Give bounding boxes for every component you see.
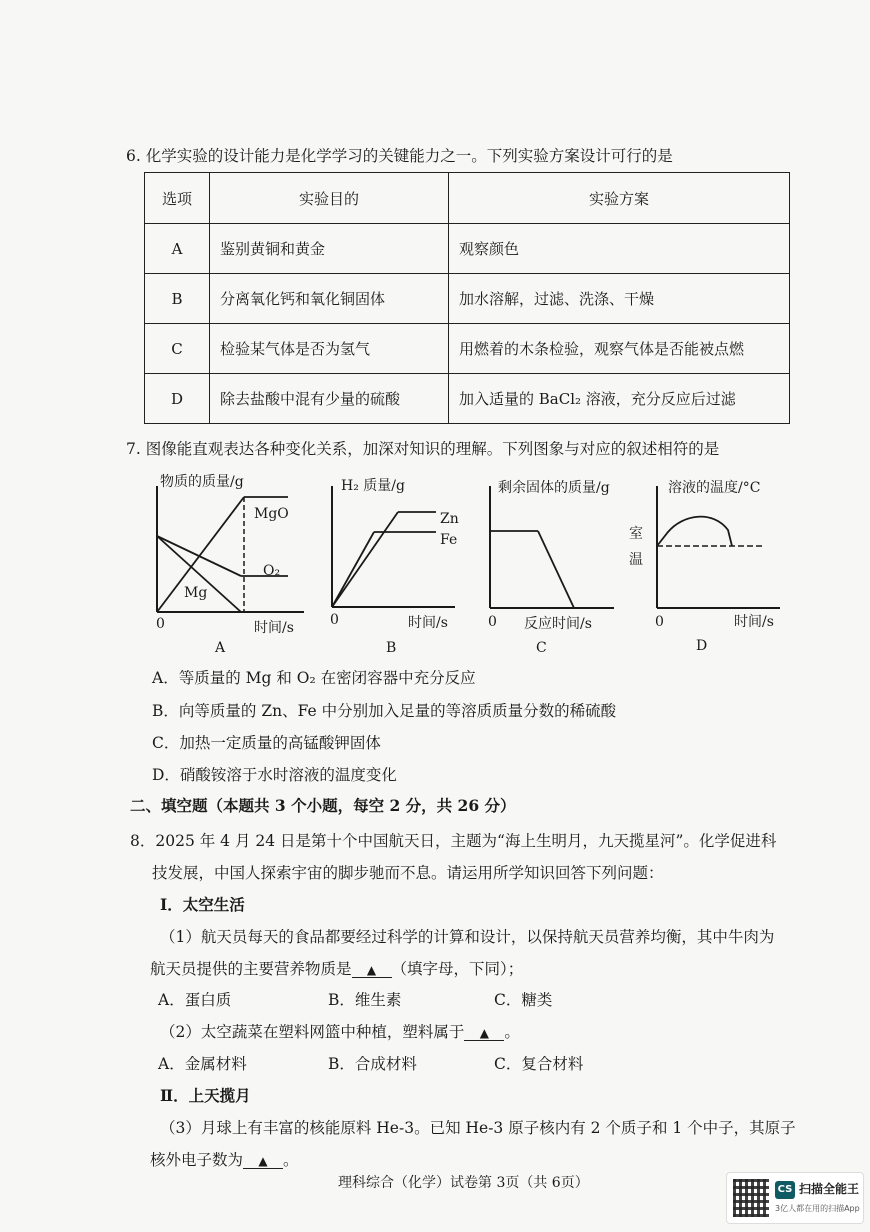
q8-sub3-line-1: （3）月球上有丰富的核能原料 He-3。已知 He-3 原子核内有 2 个质子和 1 个中子，其原子 (160, 1119, 796, 1137)
answer-blank-1[interactable]: ▲ (352, 963, 392, 978)
q8-sub3-text-b: 。 (283, 1151, 299, 1169)
row-purpose: 检验某气体是否为氢气 (210, 324, 449, 374)
graph-c-ylabel: 剩余固体的质量/g (498, 480, 610, 496)
graph-a-label-o2: O₂ (263, 563, 281, 579)
q8-sub1-line-1: （1）航天员每天的食品都要经过科学的计算和设计，以保持航天员营养均衡，其中牛肉为 (160, 928, 775, 946)
table-header-row (145, 173, 790, 224)
badge-subtitle: 3亿人都在用的扫描App (775, 1204, 860, 1213)
table-row (145, 224, 790, 274)
q8-part-2-title: Ⅱ．上天揽月 (160, 1086, 251, 1105)
table-row (145, 374, 790, 424)
q8-sub1-text-b: （填字母，下同）； (391, 960, 524, 978)
q8-sub2-text-b: 。 (504, 1023, 520, 1041)
graph-a-ylabel: 物质的质量/g (160, 474, 244, 490)
q7-choice-a: A．等质量的 Mg 和 O₂ 在密闭容器中充分反应 (152, 669, 476, 687)
q8-sub1-line-2 (150, 957, 523, 979)
graph-c-xlabel: 反应时间/s (524, 616, 592, 632)
graph-d-xlabel: 时间/s (734, 614, 774, 630)
graph-b-zn-line (332, 512, 398, 607)
graph-c-drop-line (538, 531, 574, 608)
q8-sub1-opt-c: C．糖类 (494, 991, 553, 1009)
graph-b-caption: B (386, 640, 397, 656)
q8-sub2-opt-c: C．复合材料 (494, 1055, 584, 1073)
graph-d-room-2: 温 (629, 552, 643, 568)
row-option: D (145, 374, 210, 424)
row-purpose: 除去盐酸中混有少量的硫酸 (210, 374, 449, 424)
row-plan: 观察颜色 (449, 224, 790, 274)
qr-code-icon (733, 1179, 769, 1217)
q7-choice-d: D．硝酸铵溶于水时溶液的温度变化 (152, 766, 397, 784)
graph-d (628, 468, 793, 658)
answer-blank-2[interactable]: ▲ (464, 1026, 504, 1041)
graph-b-label-zn: Zn (440, 511, 459, 527)
q8-sub1-opt-b: B．维生素 (328, 991, 402, 1009)
answer-blank-3[interactable]: ▲ (243, 1154, 283, 1169)
graph-d-ylabel: 溶液的温度/°C (668, 480, 761, 496)
q8-part-1-title: Ⅰ．太空生活 (160, 895, 245, 914)
graph-b-fe-line (332, 532, 374, 607)
graph-b-xlabel: 时间/s (408, 615, 448, 631)
graph-b-origin: 0 (330, 612, 339, 628)
header-option: 选项 (145, 173, 210, 224)
q8-sub2-text-a: （2）太空蔬菜在塑料网篮中种植，塑料属于 (160, 1023, 465, 1041)
graph-c-origin: 0 (488, 614, 497, 630)
row-option: A (145, 224, 210, 274)
page-footer: 理科综合（化学）试卷第 3页（共 6页） (338, 1175, 589, 1191)
graph-d-room-1: 室 (629, 526, 643, 542)
graph-b-ylabel: H₂ 质量/g (341, 478, 405, 494)
graph-a-caption: A (215, 640, 226, 656)
q8-sub1-text-a: 航天员提供的主要营养物质是 (150, 960, 352, 978)
badge-title: 扫描全能王 (799, 1182, 860, 1196)
row-plan: 用燃着的木条检验，观察气体是否能被点燃 (449, 324, 790, 374)
graph-c-caption: C (536, 640, 547, 656)
section-2-title: 二、填空题（本题共 3 个小题，每空 2 分，共 26 分） (130, 796, 516, 815)
cs-logo-icon: CS (775, 1181, 795, 1199)
q8-sub2-opt-a: A．金属材料 (158, 1055, 247, 1073)
q6-table (144, 172, 790, 424)
q8-sub2-line (160, 1020, 520, 1042)
row-option: B (145, 274, 210, 324)
row-purpose: 分离氧化钙和氧化铜固体 (210, 274, 449, 324)
graph-a-label-mg: Mg (184, 585, 208, 601)
row-plan: 加入适量的 BaCl₂ 溶液，充分反应后过滤 (449, 374, 790, 424)
graph-a-xlabel: 时间/s (254, 620, 294, 636)
q8-sub2-opt-b: B．合成材料 (328, 1055, 417, 1073)
q6-stem: 6. 化学实验的设计能力是化学学习的关键能力之一。下列实验方案设计可行的是 (126, 147, 673, 165)
q8-sub3-text-a: 核外电子数为 (150, 1151, 244, 1169)
header-plan: 实验方案 (449, 173, 790, 224)
table-row (145, 274, 790, 324)
graph-a (140, 468, 310, 658)
graph-d-origin: 0 (655, 614, 664, 630)
graph-a-origin: 0 (156, 616, 165, 632)
q8-sub1-opt-a: A．蛋白质 (158, 991, 232, 1009)
q7-choice-b: B．向等质量的 Zn、Fe 中分别加入足量的等溶质质量分数的稀硫酸 (152, 702, 617, 720)
row-purpose: 鉴别黄铜和黄金 (210, 224, 449, 274)
table-row (145, 324, 790, 374)
q7-stem: 7. 图像能直观表达各种变化关系，加深对知识的理解。下列图象与对应的叙述相符的是 (126, 440, 720, 458)
row-plan: 加水溶解，过滤、洗涤、干燥 (449, 274, 790, 324)
graph-b (320, 468, 470, 658)
graph-b-label-fe: Fe (440, 532, 458, 548)
q7-choice-c: C．加热一定质量的高锰酸钾固体 (152, 734, 381, 752)
q8-sub3-line-2 (150, 1148, 299, 1170)
q8-line-2: 技发展，中国人探索宇宙的脚步驰而不息。请运用所学知识回答下列问题： (152, 864, 664, 882)
graph-d-temp-curve (657, 517, 732, 546)
row-option: C (145, 324, 210, 374)
header-purpose: 实验目的 (210, 173, 449, 224)
graph-a-label-mgo: MgO (254, 506, 289, 522)
graph-d-caption: D (696, 638, 708, 654)
scanner-badge (726, 1172, 864, 1224)
graph-c (478, 468, 638, 658)
q8-line-1: 8．2025 年 4 月 24 日是第十个中国航天日，主题为“海上生明月，九天揽星河”。化学促进科 (130, 832, 777, 850)
